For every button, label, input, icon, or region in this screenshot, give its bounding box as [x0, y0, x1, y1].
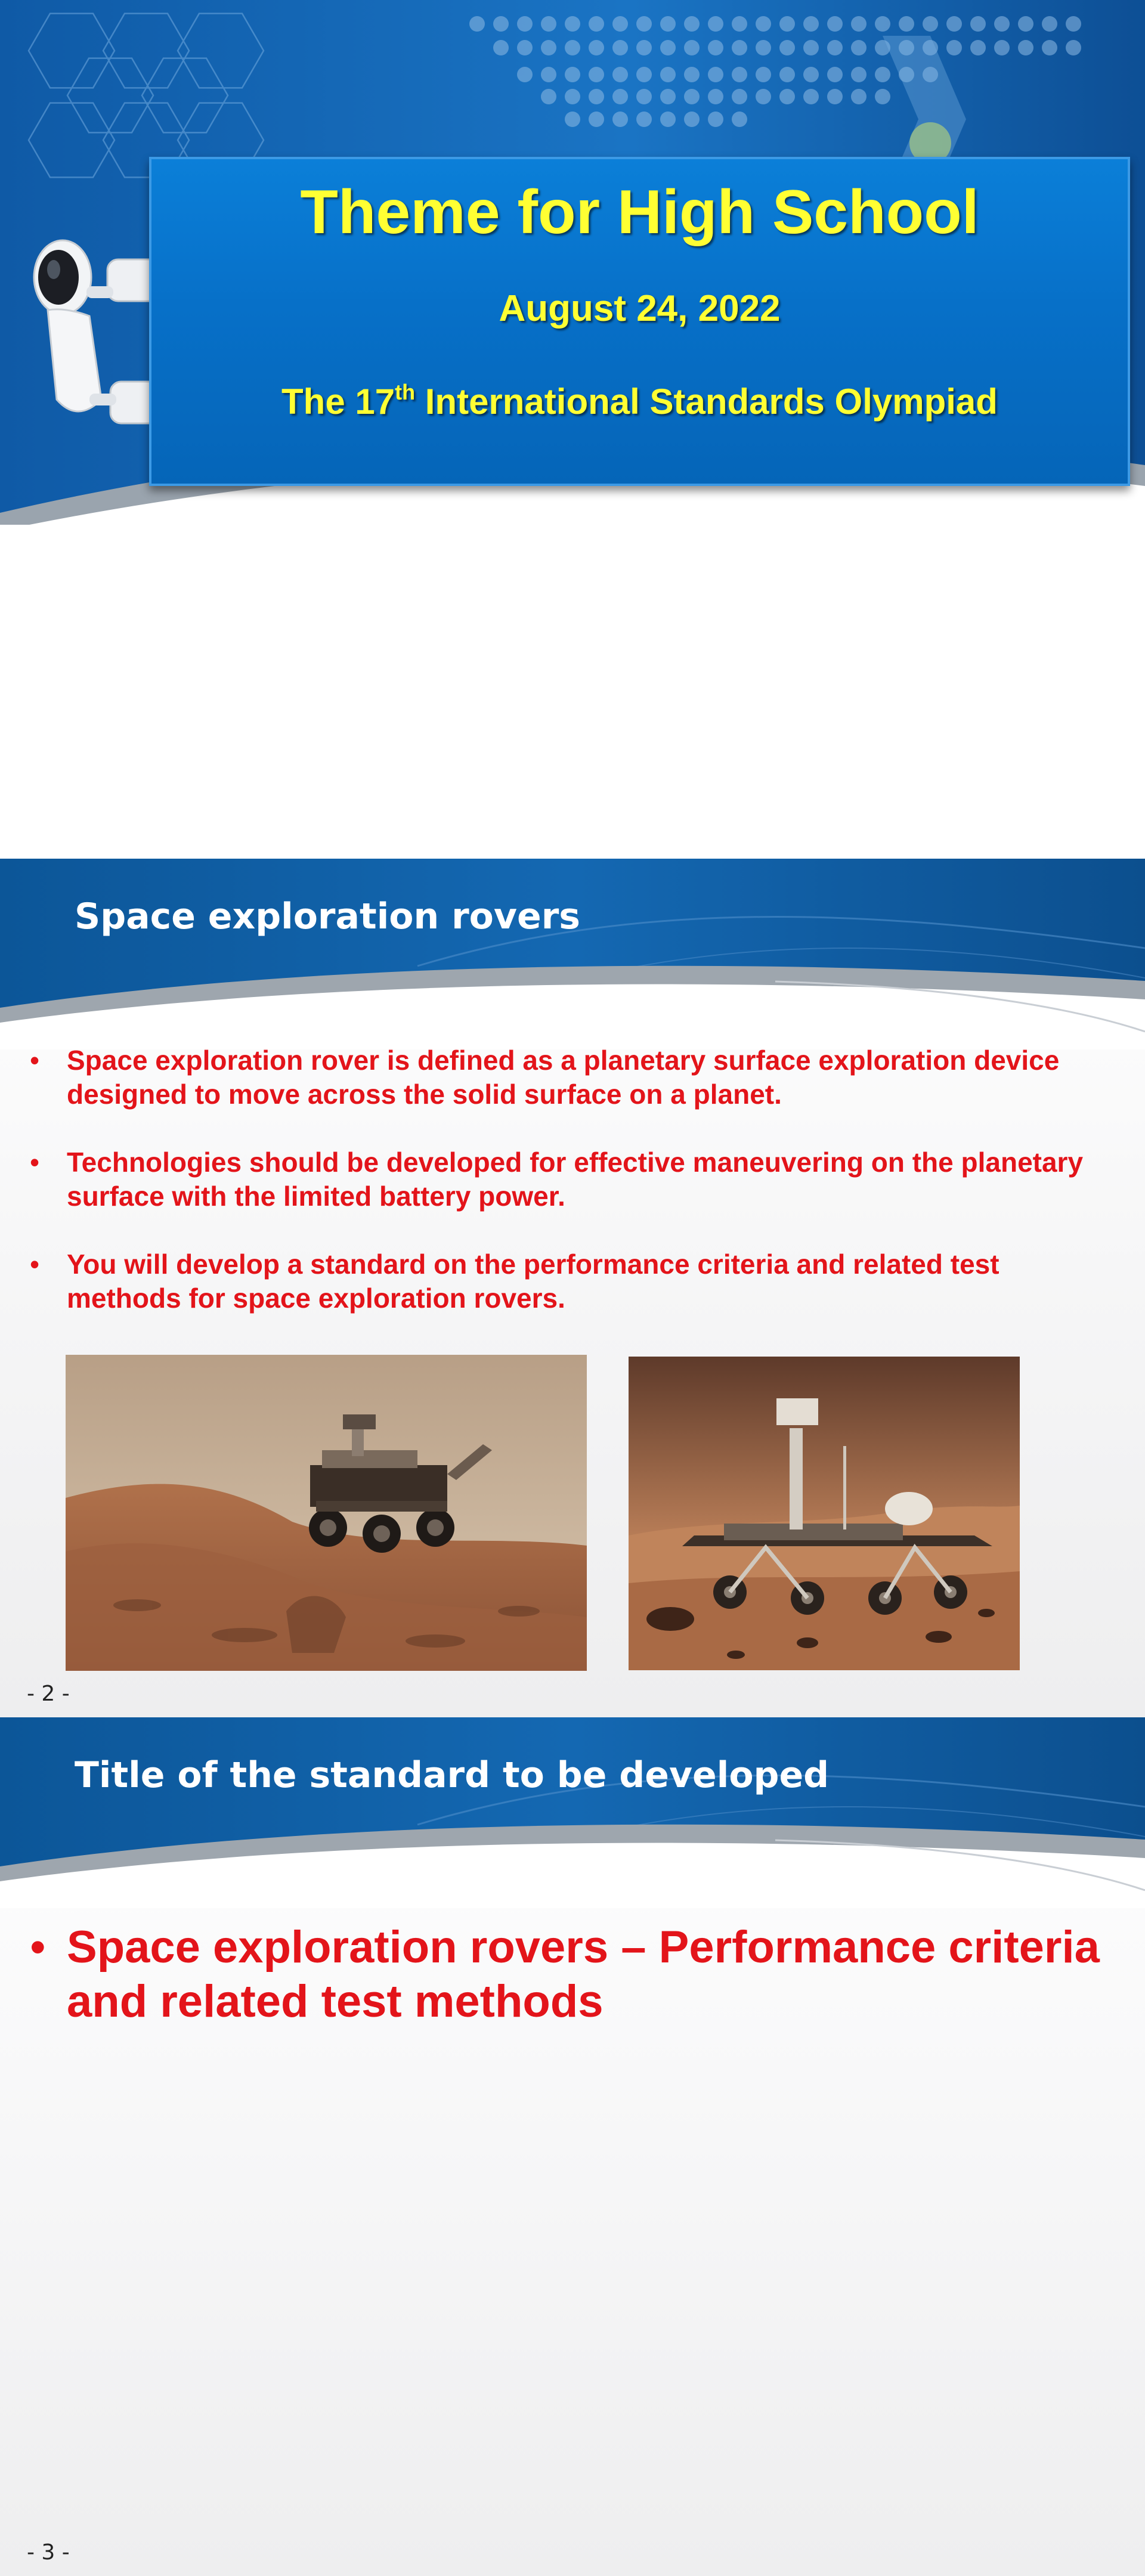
pattern-dot: [875, 89, 890, 104]
pattern-dot: [827, 89, 843, 104]
pattern-dot: [970, 40, 986, 55]
pattern-dot: [994, 16, 1010, 32]
pattern-dot: [827, 40, 843, 55]
pattern-dot: [970, 16, 986, 32]
olympiad-prefix: The 17: [281, 382, 395, 422]
pattern-dot: [779, 16, 795, 32]
pattern-dot: [1042, 16, 1057, 32]
slide-header-banner: [0, 1717, 1145, 1908]
pattern-dot: [851, 89, 867, 104]
bullet-marker: •: [30, 1045, 40, 1076]
list-item: [30, 1044, 1103, 1111]
pattern-dot: [732, 67, 747, 82]
pattern-dot: [708, 112, 723, 127]
pattern-dot: [756, 89, 771, 104]
pattern-dot: [851, 67, 867, 82]
pattern-dot: [827, 16, 843, 32]
page-number: - 2 -: [27, 1682, 70, 1706]
pattern-dot: [636, 112, 652, 127]
pattern-dot: [803, 16, 819, 32]
slide-title: Space exploration rovers: [75, 896, 580, 937]
date-line: August 24, 2022: [499, 288, 781, 329]
pattern-dot: [636, 67, 652, 82]
pattern-dot: [732, 16, 747, 32]
pattern-dot: [756, 67, 771, 82]
pattern-dot: [851, 16, 867, 32]
pattern-dot: [589, 40, 604, 55]
pattern-dot: [779, 67, 795, 82]
pattern-dot: [612, 112, 628, 127]
pattern-dot: [565, 112, 580, 127]
pattern-dot: [708, 16, 723, 32]
pattern-dot: [660, 16, 676, 32]
pattern-dot: [517, 16, 533, 32]
pattern-dot: [612, 89, 628, 104]
pattern-dot: [469, 16, 485, 32]
olympiad-rest: International Standards Olympiad: [415, 382, 998, 422]
pattern-dot: [803, 89, 819, 104]
pattern-dot: [684, 16, 700, 32]
bullet-list: [30, 1920, 1115, 2029]
curiosity-rover-photo: [66, 1355, 587, 1671]
pattern-dot: [803, 40, 819, 55]
pattern-dot: [565, 89, 580, 104]
pattern-dot: [684, 112, 700, 127]
pattern-dot: [708, 40, 723, 55]
pattern-dot: [517, 40, 533, 55]
pattern-dot: [756, 16, 771, 32]
pattern-dot: [708, 89, 723, 104]
pattern-dot: [660, 40, 676, 55]
title-box: [149, 157, 1130, 486]
pattern-dot: [1066, 16, 1081, 32]
pattern-dot: [660, 112, 676, 127]
pattern-dot: [541, 67, 556, 82]
list-item: [30, 1920, 1115, 2029]
pattern-dot: [708, 67, 723, 82]
pattern-dot: [851, 40, 867, 55]
title-slide: [0, 0, 1145, 859]
bullet-text: You will develop a standard on the performance criteria and related test methods for space exploration rovers.: [67, 1249, 999, 1314]
pattern-dot: [589, 16, 604, 32]
pattern-dot: [1042, 40, 1057, 55]
pattern-dot: [565, 16, 580, 32]
pattern-dot: [732, 40, 747, 55]
bullet-text: Technologies should be developed for effective maneuvering on the planetary surface with the limited battery power.: [67, 1147, 1084, 1212]
pattern-dot: [732, 112, 747, 127]
bullet-text: Space exploration rovers – Performance criteria and related test methods: [67, 1922, 1100, 2027]
pattern-dot: [612, 16, 628, 32]
bullet-marker: •: [30, 1147, 40, 1178]
pattern-dot: [636, 40, 652, 55]
pattern-dot: [923, 16, 938, 32]
pattern-dot: [636, 89, 652, 104]
bullet-marker: •: [30, 1249, 40, 1280]
pattern-dot: [684, 67, 700, 82]
pattern-dot: [684, 40, 700, 55]
pattern-dot: [899, 16, 914, 32]
pattern-dot: [660, 89, 676, 104]
pattern-dot: [875, 67, 890, 82]
pattern-dot: [636, 16, 652, 32]
pattern-dot: [732, 89, 747, 104]
pattern-dot: [589, 67, 604, 82]
pattern-dot: [756, 40, 771, 55]
pattern-dot: [565, 40, 580, 55]
pattern-dot: [684, 89, 700, 104]
olympiad-ordinal-suffix: th: [395, 380, 416, 404]
pattern-dot: [1018, 40, 1033, 55]
pattern-dot: [994, 40, 1010, 55]
bullet-marker: •: [30, 1922, 46, 1973]
olympiad-line: [151, 380, 1128, 422]
page-number: - 3 -: [27, 2540, 70, 2565]
pattern-dot: [517, 67, 533, 82]
pattern-dot: [541, 40, 556, 55]
pattern-dot: [946, 16, 962, 32]
slide-header-banner: [0, 859, 1145, 1049]
bullet-text: Space exploration rover is defined as a planetary surface exploration device designed to move across the solid surface on a planet.: [67, 1045, 1060, 1110]
list-item: [30, 1247, 1103, 1315]
bullet-list: [30, 1044, 1103, 1349]
pattern-dot: [875, 16, 890, 32]
list-item: [30, 1145, 1103, 1213]
pattern-dot: [612, 67, 628, 82]
pattern-dot: [779, 40, 795, 55]
pattern-dot: [493, 40, 509, 55]
pattern-dot: [589, 89, 604, 104]
pattern-dot: [565, 67, 580, 82]
pattern-dot: [612, 40, 628, 55]
main-title: Theme for High School: [300, 178, 979, 247]
pattern-dot: [779, 89, 795, 104]
rovers-slide: [0, 859, 1145, 1717]
pattern-dot: [803, 67, 819, 82]
slide-title: Title of the standard to be developed: [75, 1754, 830, 1796]
pattern-dot: [827, 67, 843, 82]
pattern-dot: [1066, 40, 1081, 55]
standard-title-slide: [0, 1717, 1145, 2576]
pattern-dot: [946, 40, 962, 55]
pattern-dot: [589, 112, 604, 127]
pattern-dot: [541, 16, 556, 32]
pattern-dot: [493, 16, 509, 32]
pattern-dot: [660, 67, 676, 82]
opportunity-rover-photo: [629, 1357, 1020, 1670]
pattern-dot: [541, 89, 556, 104]
pattern-dot: [1018, 16, 1033, 32]
